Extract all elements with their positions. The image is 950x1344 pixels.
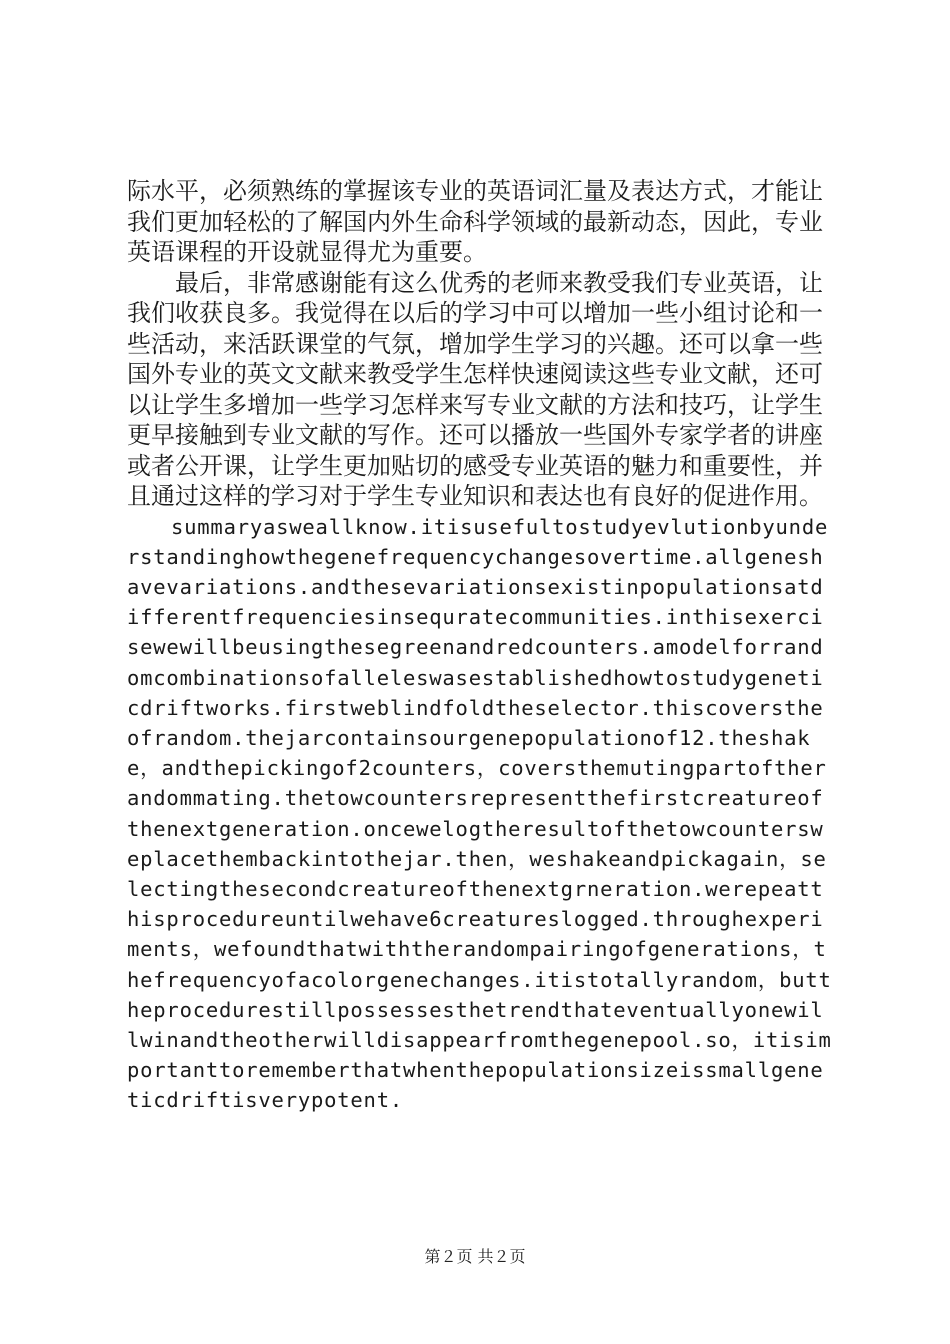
- paragraph-closing-remarks: 最后，非常感谢能有这么优秀的老师来教受我们专业英语，让我们收获良多。我觉得在以后的学习中可以增加一些小组讨论和一些活动，来活跃课堂的气氛，增加学生学习的兴趣。还可以拿一些国外专业的英文文献来教受学生怎样快速阅读这些专业文献，还可以让学生多增加一些学习怎样来写专业文献的方法和技巧，让学生更早接触到专业文献的写作。还可以播放一些国外专家学者的讲座或者公开课，让学生更加贴切的感受专业英语的魅力和重要性，并且通过这样的学习对于学生专业知识和表达也有良好的促进作用。: [127, 268, 823, 510]
- document-body: [127, 176, 833, 1116]
- paragraph-continuation: 际水平，必须熟练的掌握该专业的英语词汇量及表达方式，才能让我们更加轻松的了解国内外生命科学领域的最新动态，因此，专业英语课程的开设就显得尤为重要。: [127, 177, 823, 266]
- page-number-footer: 第２页 共２页: [424, 1247, 526, 1266]
- paragraph-english-summary: summaryasweallknow.itisusefultostudyevlutionbyunderstandinghowthegenefrequencychangesovertime.allgeneshavevariations.andthesevariationsexistinpopulationsatdifferentfrequenciesinsequratecommunities.inthisexercisewewillbeusingthesegreenandredcounters.amodelforrandomcombinationsofalleleswasestablishedhowtostudygeneticdriftworks.firstweblindfoldtheselector.thiscoverstheofrandom.thejarcontainsourgenepopulationof12.theshake，andthepickingof2counters，coversthemutingpartoftherandommating.thetowcountersrepresentthefirstcreatureofthenextgeneration.oncewelogtheresultofthetowcounterswеplacethembackintothejar.then，weshakeandpickagain，selectingthesecondcreatureofthenextgrneration.werepeatthisprocedureuntilwehave6creatureslogged.throughexperiments，wefoundthatwiththerandompairingofgenerations，thefrequencyofacolorgenechanges.itistotallyrandom，buttheprocedurestillpossessesthetrendthateventuallyonewillwinandtheotherwilldisappearfromthegenepool.so，itisimportanttorememberthatwhenthepopulationsizeissmallgeneticdriftisverypotent.: [127, 514, 832, 1113]
